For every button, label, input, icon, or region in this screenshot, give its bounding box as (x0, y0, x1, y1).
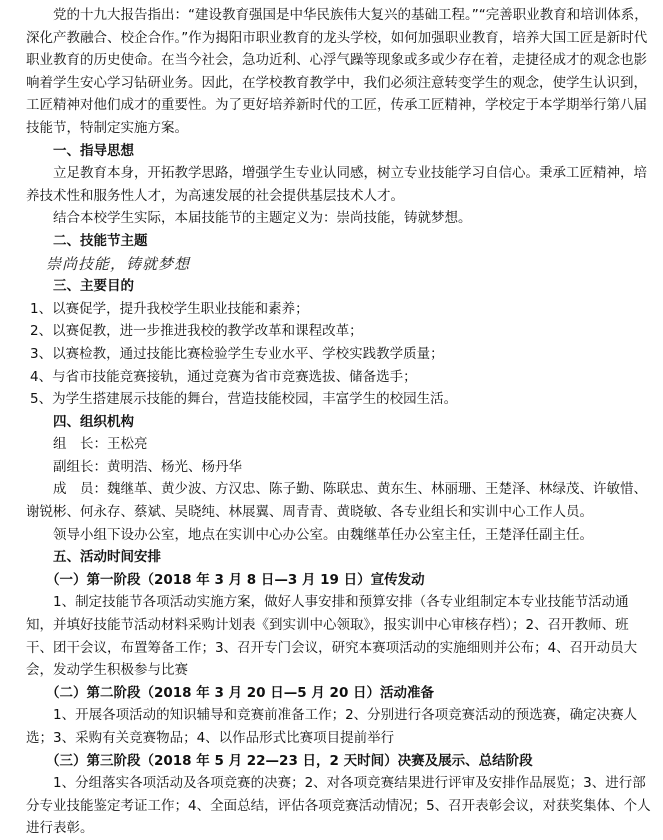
goal-item: 1、以赛促学，提升我校学生职业技能和素养； (30, 300, 309, 317)
org-leader: 组 长：王松亮 (53, 436, 148, 453)
section-heading-schedule: 五、活动时间安排 (53, 549, 161, 566)
phase-3-text: 1、分组落实各项活动及各项竞赛的决赛；2、对各项竞赛结果进行评审及安排作品展览；3、进行部分专业技能鉴定考证工作；4、全面总结，评估各项竞赛活动情况；5、召开表彰会议，对获奖集体、个人进行表彰。 (26, 775, 651, 837)
org-members: 成 员：魏继革、黄少波、方汉忠、陈子勤、陈联忠、黄东生、林丽珊、王楚泽、林绿茂、许敏惜、谢锐彬、何永存、蔡斌、吴晓纯、林展翼、周青青、黄晓敏、各专业组长和实训中心工作人员。 (26, 481, 647, 521)
section-heading-goals: 三、主要目的 (53, 278, 134, 295)
phase-3-title: （三）第三阶段（2018 年 5 月 22—23 日，2 天时间）决赛及展示、总结阶段 (46, 752, 533, 769)
goal-item: 3、以赛检教，通过技能比赛检验学生专业水平、学校实践教学质量； (30, 345, 444, 362)
goal-item: 4、与省市技能竞赛接轨，通过竞赛为省市竞赛选拔、储备选手； (30, 368, 417, 385)
phase-2-title: （二）第二阶段（2018 年 3 月 20 日—5 月 20 日）活动准备 (46, 684, 435, 701)
theme-text: 崇尚技能，铸就梦想 (46, 254, 191, 273)
intro-paragraph: 党的十九大报告指出：“建设教育强国是中华民族伟大复兴的基础工程。”“完善职业教育和培训体系，深化产教融合、校企合作。”作为揭阳市职业教育的龙头学校，如何加强职业教育，培养大国工匠是新时代职业教育的历史使命。在当今社会，急功近利、心浮气躁等现象或多或少存在着，走捷径成才的观念也影响着学生安心学习钻研业务。因此，在学校教育教学中，我们必须注意转变学生的观念，使学生认识到，工匠精神对他们成才的重要性。为了更好培养新时代的工匠，传承工匠精神，学校定于本学期举行第八届技能节，特制定实施方案。 (26, 7, 648, 136)
org-office: 领导小组下设办公室，地点在实训中心办公室。由魏继革任办公室主任，王楚泽任副主任。 (53, 526, 593, 543)
section-heading-theme: 二、技能节主题 (53, 232, 148, 249)
guiding-paragraph-2: 结合本校学生实际，本届技能节的主题定义为：崇尚技能，铸就梦想。 (53, 210, 472, 227)
section-heading-org: 四、组织机构 (53, 413, 134, 430)
guiding-paragraph-1: 立足教育本身，开拓教学思路，增强学生专业认同感，树立专业技能学习自信心。秉承工匠精神，培养技术性和服务性人才，为高速发展的社会提供基层技术人才。 (26, 165, 647, 204)
phase-1-title: （一）第一阶段（2018 年 3 月 8 日—3 月 19 日）宣传发动 (46, 571, 425, 588)
org-deputy: 副组长：黄明浩、杨光、杨丹华 (53, 458, 242, 475)
phase-1-text: 1、制定技能节各项活动实施方案，做好人事安排和预算安排（各专业组制定本专业技能节活动通知，并填好技能节活动材料采购计划表《到实训中心领取》，报实训中心审核存档）；2、召开教师、班干、团干会议，布置筹备工作；3、召开专门会议，研究本赛项活动的实施细则并公布；4、召开动员大会，发动学生积极参与比赛 (26, 594, 638, 679)
phase-2-text: 1、开展各项活动的知识辅导和竞赛前准备工作；2、分别进行各项竞赛活动的预选赛，确定决赛人选；3、采购有关竞赛物品；4、以作品形式比赛项目提前举行 (26, 707, 638, 746)
goal-item: 5、为学生搭建展示技能的舞台，营造技能校园，丰富学生的校园生活。 (30, 391, 458, 408)
section-heading-guiding: 一、指导思想 (53, 142, 134, 159)
goal-item: 2、以赛促教，进一步推进我校的教学改革和课程改革； (30, 323, 363, 340)
